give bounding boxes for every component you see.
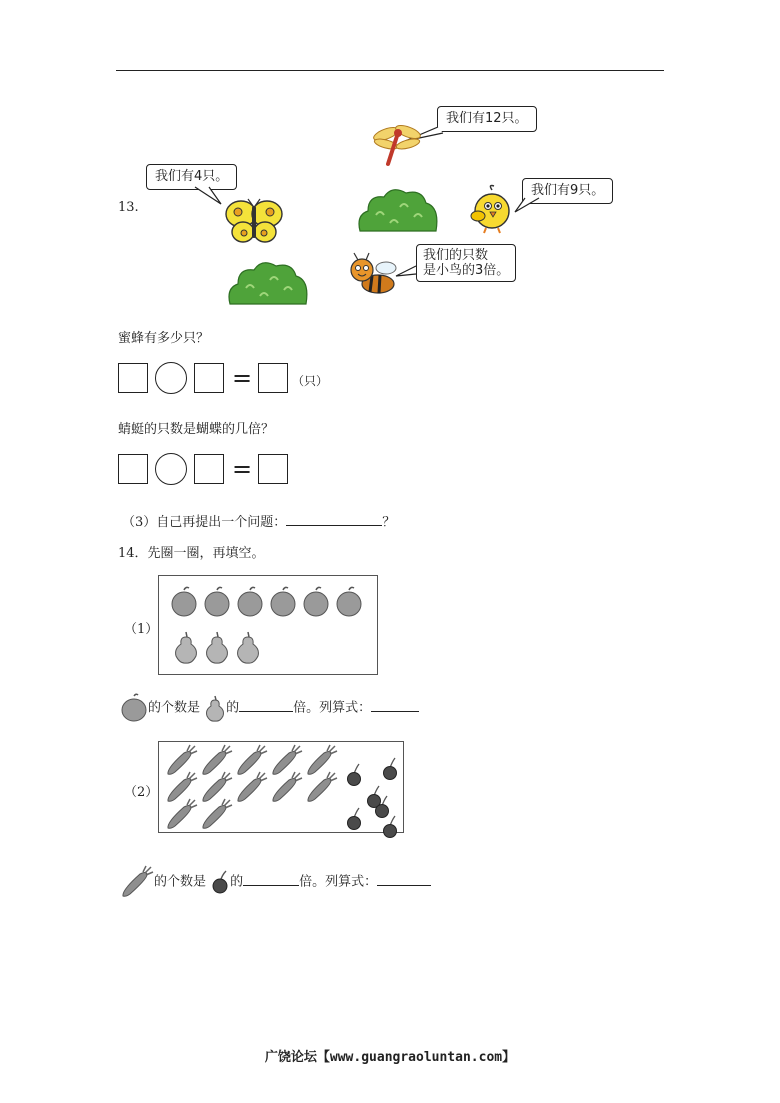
bush-icon [226, 256, 310, 308]
bird-icon [470, 184, 514, 234]
bee-bubble-line2: 是小鸟的3倍。 [423, 263, 510, 278]
equals-sign: = [232, 455, 253, 483]
apple-icon [120, 694, 148, 722]
header-rule [116, 70, 664, 71]
vegetable-frame[interactable] [158, 741, 404, 833]
bird-bubble: 我们有9只。 [522, 178, 613, 204]
carrot-icon [120, 866, 154, 898]
answer-box[interactable] [258, 363, 288, 393]
carrot-icon [270, 773, 302, 803]
formula-blank[interactable] [371, 699, 419, 712]
carrot-icon [305, 773, 337, 803]
apple-icon [303, 586, 329, 618]
times-blank[interactable] [243, 873, 299, 886]
bee-icon [348, 252, 400, 300]
cherry-icon [345, 764, 363, 786]
sentence-mid-text: 的个数是 [154, 874, 207, 890]
q14-part1-label: （1） [124, 622, 159, 637]
formula-blank[interactable] [377, 873, 431, 886]
carrot-icon [165, 773, 197, 803]
bee-bubble [416, 244, 516, 282]
q13-question-3-suffix: ？ [382, 515, 396, 530]
equals-sign: = [232, 364, 253, 392]
question-blank[interactable] [286, 513, 382, 526]
dragonfly-icon [372, 122, 422, 168]
bush-icon [356, 185, 440, 235]
cherry-icon [345, 808, 363, 830]
q14-title: 14．先圈一圈，再填空。 [118, 546, 265, 561]
q13-question-2: 蜻蜓的只数是蝴蝶的几倍？ [118, 422, 275, 437]
answer-box[interactable] [258, 454, 288, 484]
carrot-icon [200, 746, 232, 776]
cherry-icon [381, 816, 399, 838]
carrot-icon [200, 773, 232, 803]
q14-part2-label: （2） [124, 785, 159, 800]
q14-part1-sentence [120, 694, 419, 722]
pear-icon [173, 630, 199, 664]
pear-icon [204, 630, 230, 664]
sentence-times-text: 倍。列算式： [299, 874, 378, 890]
butterfly-bubble: 我们有4只。 [146, 164, 237, 190]
pear-icon [204, 694, 226, 722]
carrot-icon [235, 773, 267, 803]
carrot-icon [305, 746, 337, 776]
sentence-mid-text: 的个数是 [148, 700, 201, 716]
butterfly-bubble-tail [195, 187, 225, 207]
bird-bubble-tail [515, 198, 545, 214]
operator-circle[interactable] [155, 362, 187, 394]
q13-number: 13. [118, 200, 139, 215]
carrot-icon [270, 746, 302, 776]
apple-icon [237, 586, 263, 618]
q13-question-3-prefix: （3）自己再提出一个问题： [122, 515, 287, 530]
cherry-icon [381, 758, 399, 780]
apple-icon [336, 586, 362, 618]
answer-box[interactable] [194, 363, 224, 393]
carrot-icon [165, 746, 197, 776]
carrot-icon [200, 800, 232, 830]
q13-question-1: 蜜蜂有多少只？ [118, 331, 210, 346]
apple-icon [270, 586, 296, 618]
q14-part2-sentence [120, 866, 431, 898]
pear-icon [235, 630, 261, 664]
sentence-of-text: 的 [226, 700, 240, 716]
answer-box[interactable] [118, 363, 148, 393]
carrot-icon [165, 800, 197, 830]
answer-box[interactable] [118, 454, 148, 484]
cherry-icon [210, 870, 230, 894]
butterfly-icon [224, 198, 284, 244]
operator-circle[interactable] [155, 453, 187, 485]
unit-label: （只） [292, 374, 329, 388]
apple-icon [171, 586, 197, 618]
page-footer: 广饶论坛【www.guangraoluntan.com】 [264, 1050, 516, 1065]
q13-question-3 [122, 511, 395, 530]
sentence-times-text: 倍。列算式： [293, 700, 372, 716]
cherry-icon [373, 796, 391, 818]
times-blank[interactable] [239, 699, 293, 712]
carrot-icon [235, 746, 267, 776]
dragonfly-bubble: 我们有12只。 [437, 106, 537, 132]
sentence-of-text: 的 [230, 874, 244, 890]
answer-box[interactable] [194, 454, 224, 484]
fruit-frame[interactable] [158, 575, 378, 675]
bee-bubble-line1: 我们的只数 [423, 248, 489, 263]
apple-icon [204, 586, 230, 618]
